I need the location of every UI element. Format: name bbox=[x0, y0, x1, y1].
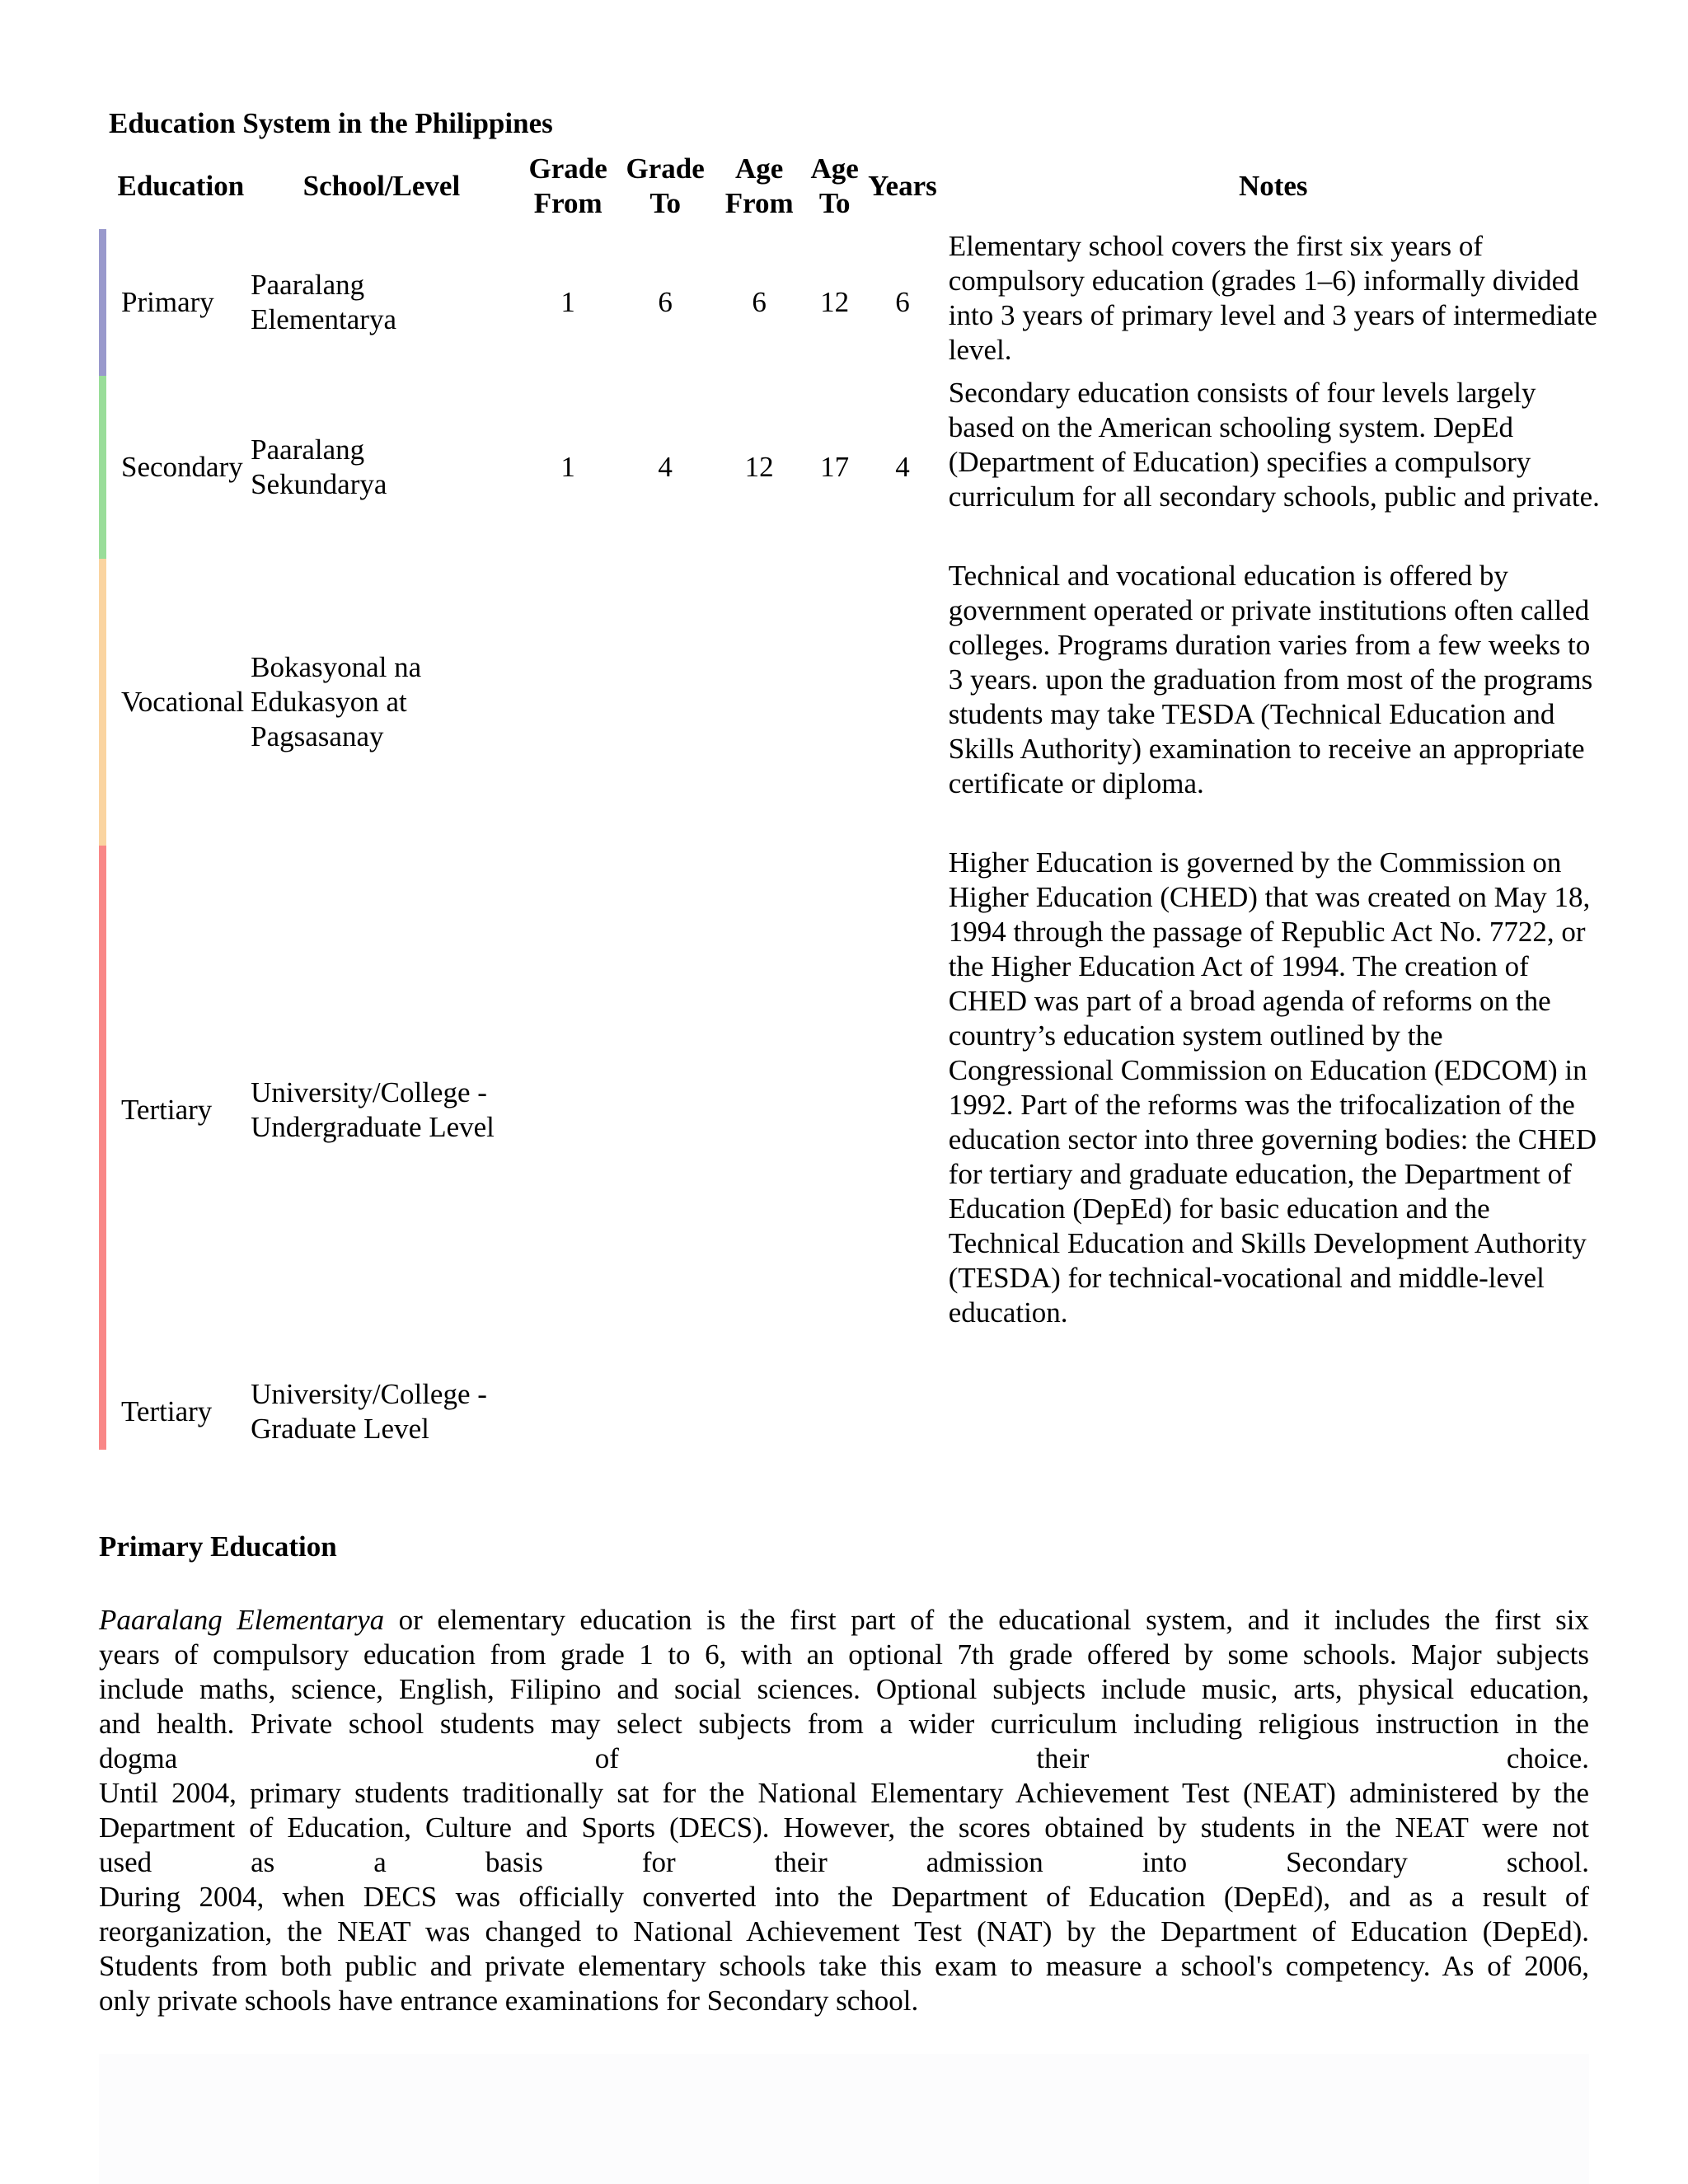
italic-lead: Paaralang Elementarya bbox=[99, 1604, 385, 1636]
school-level-cell: University/College - Graduate Level bbox=[251, 1378, 487, 1445]
paragraph-line: Paaralang Elementarya or elementary education is the first part of the educational system, and it includes the first six bbox=[99, 1604, 1590, 1636]
primary-education-body bbox=[99, 1603, 1589, 2018]
years-cell bbox=[865, 559, 940, 846]
table-title: Education System in the Philippines bbox=[109, 107, 553, 139]
paragraph-line: Until 2004, primary students traditionally sat for the National Elementary Achievement Test (NEAT) administered by the bbox=[99, 1777, 1589, 1809]
paragraph-line: Department of Education, Culture and Sports (DECS). However, the scores obtained by students in the NEAT were not bbox=[99, 1811, 1589, 1844]
header-grade-from: Grade From bbox=[528, 152, 607, 219]
table-row bbox=[103, 229, 1606, 376]
paragraph-line: reorganization, the NEAT was changed to National Achievement Test (NAT) by the Department of Education (DepEd). bbox=[99, 1915, 1589, 1947]
education-cell: Tertiary bbox=[103, 846, 248, 1374]
notes-cell: Elementary school covers the first six years of compulsory education (grades 1–6) informally divided into 3 years of primary level and 3 years of intermediate level. bbox=[948, 230, 1597, 366]
grade-to-cell: 6 bbox=[658, 286, 673, 318]
paragraph-line: dogma of their choice. bbox=[99, 1742, 1589, 1774]
page-footer-area bbox=[99, 2054, 1589, 2184]
grade-to-cell bbox=[617, 846, 714, 1374]
table-row bbox=[103, 376, 1606, 559]
education-system-table bbox=[99, 152, 1610, 1450]
years-cell bbox=[865, 846, 940, 1374]
school-level-cell: University/College - Undergraduate Level bbox=[251, 1076, 495, 1143]
notes-cell bbox=[940, 1374, 1606, 1450]
grade-from-cell bbox=[519, 846, 617, 1374]
school-level-cell: Paaralang Elementarya bbox=[251, 269, 397, 335]
notes-cell: Higher Education is governed by the Commission on Higher Education (CHED) that was created on May 18, 1994 through the passage of Republic Act No. 7722, or the Higher Education Act of 1994. The creation of CHED was part of a broad agenda of reforms on the country’s education system outlined by the Congressional Commission on Education (EDCOM) in 1992. Part of the reforms was the trifocalization of the education sector into three governing bodies: the CHED for tertiary and graduate education, the Department of Education (DepEd) for basic education and the Technical Education and Skills Development Authority (TESDA) for technical-vocational and middle-level education. bbox=[948, 846, 1597, 1329]
grade-from-cell bbox=[519, 1374, 617, 1450]
paragraph-line: and health. Private school students may select subjects from a wider curriculum including religious instruction in the bbox=[99, 1708, 1589, 1740]
age-to-cell bbox=[804, 846, 865, 1374]
education-cell: Secondary bbox=[103, 376, 248, 559]
grade-to-cell bbox=[617, 559, 714, 846]
table-row bbox=[103, 846, 1606, 1374]
paragraph-line: Students from both public and private elementary schools take this exam to measure a school's competency. As of 2006, bbox=[99, 1950, 1589, 1982]
header-school-level: School/Level bbox=[302, 170, 461, 202]
paragraph-line: During 2004, when DECS was officially converted into the Department of Education (DepEd), and as a result of bbox=[99, 1881, 1589, 1913]
paragraph-line: include maths, science, English, Filipino and social sciences. Optional subjects include music, arts, physical education, bbox=[99, 1673, 1589, 1705]
grade-from-cell: 1 bbox=[560, 451, 575, 483]
age-from-cell: 6 bbox=[752, 286, 767, 318]
years-cell bbox=[865, 1374, 940, 1450]
paragraph-line: only private schools have entrance examinations for Secondary school. bbox=[99, 1985, 919, 2017]
header-age-from: Age From bbox=[724, 152, 794, 219]
header-age-to: Age To bbox=[810, 152, 859, 219]
table-header-row bbox=[103, 152, 1606, 229]
age-to-cell bbox=[804, 559, 865, 846]
grade-from-cell: 1 bbox=[560, 286, 575, 318]
school-level-cell: Paaralang Sekundarya bbox=[251, 434, 387, 500]
header-grade-to: Grade To bbox=[626, 152, 705, 219]
school-level-cell: Bokasyonal na Edukasyon at Pagsasanay bbox=[251, 651, 422, 752]
primary-education-heading: Primary Education bbox=[99, 1530, 337, 1563]
years-cell: 6 bbox=[895, 286, 910, 318]
education-cell: Primary bbox=[103, 229, 248, 376]
header-years: Years bbox=[868, 170, 937, 202]
table-row bbox=[103, 1374, 1606, 1450]
header-notes: Notes bbox=[1238, 170, 1308, 202]
age-from-cell bbox=[714, 846, 804, 1374]
years-cell: 4 bbox=[895, 451, 910, 483]
grade-to-cell: 4 bbox=[658, 451, 673, 483]
paragraph-line: used as a basis for their admission into Secondary school. bbox=[99, 1846, 1589, 1878]
notes-cell: Technical and vocational education is offered by government operated or private institutions often called colleges. Programs duration varies from a few weeks to 3 years. upon the graduation from most of the programs students may take TESDA (Technical Education and Skills Authority) examination to receive an appropriate certificate or diploma. bbox=[948, 560, 1593, 799]
age-from-cell: 12 bbox=[744, 451, 774, 483]
age-to-cell bbox=[804, 1374, 865, 1450]
paragraph-line: years of compulsory education from grade 1 to 6, with an optional 7th grade offered by some schools. Major subjects bbox=[99, 1638, 1589, 1671]
age-from-cell bbox=[714, 1374, 804, 1450]
age-from-cell bbox=[714, 559, 804, 846]
notes-cell: Secondary education consists of four levels largely based on the American schooling system. DepEd (Department of Education) specifies a compulsory curriculum for all secondary schools, public and private. bbox=[948, 377, 1600, 513]
education-cell: Vocational bbox=[103, 559, 248, 846]
header-education: Education bbox=[117, 170, 245, 202]
age-to-cell: 17 bbox=[820, 451, 850, 483]
age-to-cell: 12 bbox=[820, 286, 850, 318]
education-cell: Tertiary bbox=[103, 1374, 248, 1450]
table-row bbox=[103, 559, 1606, 846]
grade-from-cell bbox=[519, 559, 617, 846]
grade-to-cell bbox=[617, 1374, 714, 1450]
